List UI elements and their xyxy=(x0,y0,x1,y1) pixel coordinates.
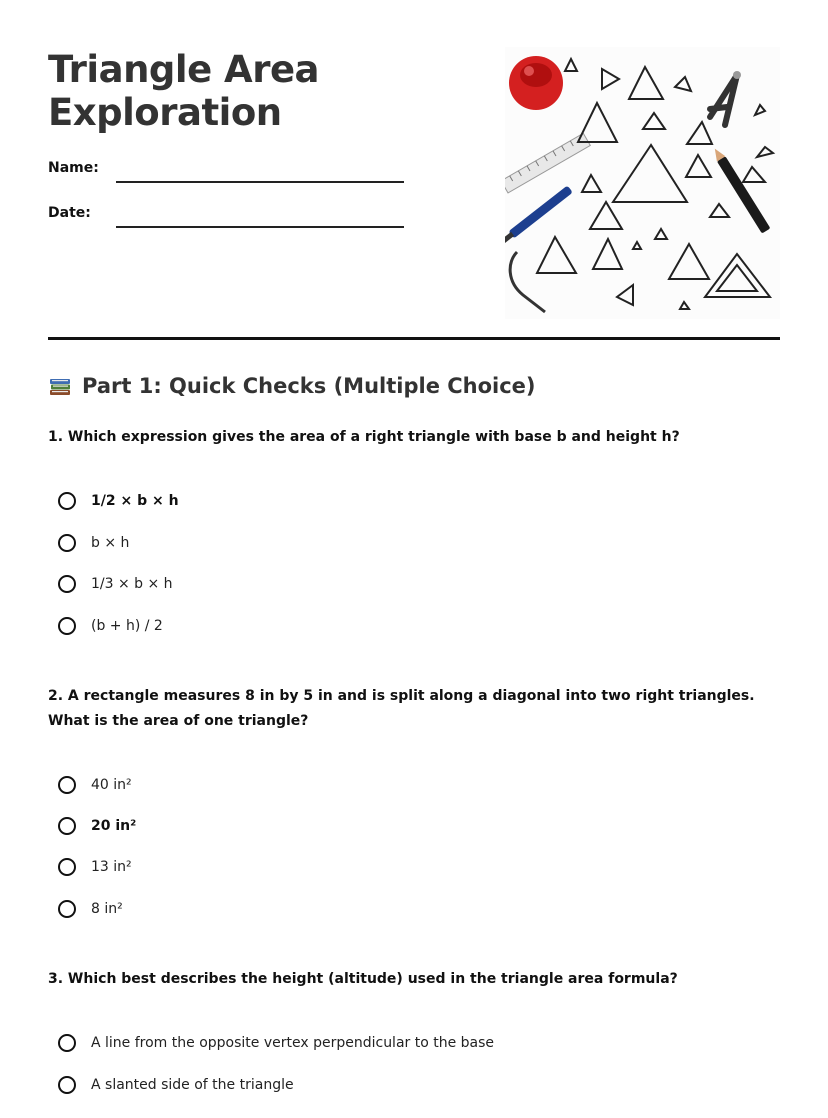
q1-option-d[interactable] xyxy=(58,617,163,635)
worksheet-title xyxy=(48,48,468,134)
q2-option-b[interactable] xyxy=(58,817,136,835)
question-2: 2. A rectangle measures 8 in by 5 in and is split along a diagonal into two right triangles. What is the area of one triangle? xyxy=(48,688,755,729)
radio-button[interactable] xyxy=(58,575,76,593)
question-1: 1. Which expression gives the area of a right triangle with base b and height h? xyxy=(48,429,680,445)
q1-option-c[interactable] xyxy=(58,575,173,593)
q3-option-a[interactable] xyxy=(58,1034,494,1052)
triangles-illustration xyxy=(505,47,780,319)
section-title: Part 1: Quick Checks (Multiple Choice) xyxy=(82,374,536,398)
radio-button[interactable] xyxy=(58,617,76,635)
radio-button[interactable] xyxy=(58,492,76,510)
option-label: 13 in² xyxy=(91,859,132,875)
q2-option-d[interactable] xyxy=(58,900,123,918)
date-field[interactable] xyxy=(116,226,404,228)
q2-option-a[interactable] xyxy=(58,776,132,794)
title-line-2: Exploration xyxy=(48,91,282,134)
radio-button[interactable] xyxy=(58,900,76,918)
geometry-tools-image xyxy=(505,47,780,319)
date-label: Date: xyxy=(48,205,91,221)
section-heading xyxy=(48,374,536,398)
option-label: 20 in² xyxy=(91,818,137,834)
option-label: 8 in² xyxy=(91,901,123,917)
option-label: 40 in² xyxy=(91,777,132,793)
radio-button[interactable] xyxy=(58,1034,76,1052)
option-label: A slanted side of the triangle xyxy=(91,1077,294,1093)
q3-option-b[interactable] xyxy=(58,1076,294,1094)
header-divider xyxy=(48,337,780,340)
option-label: b × h xyxy=(91,535,130,551)
q1-option-b[interactable] xyxy=(58,534,129,552)
q2-option-c[interactable] xyxy=(58,858,132,876)
name-field[interactable] xyxy=(116,181,404,183)
option-label: 1/2 × b × h xyxy=(91,493,179,509)
radio-button[interactable] xyxy=(58,534,76,552)
option-label: A line from the opposite vertex perpendicular to the base xyxy=(91,1035,495,1051)
radio-button[interactable] xyxy=(58,817,76,835)
radio-button[interactable] xyxy=(58,776,76,794)
books-icon xyxy=(48,374,72,398)
option-label: 1/3 × b × h xyxy=(91,576,173,592)
question-3: 3. Which best describes the height (altitude) used in the triangle area formula? xyxy=(48,971,678,987)
option-label: (b + h) / 2 xyxy=(91,618,163,634)
title-line-1: Triangle Area xyxy=(48,48,319,91)
radio-button[interactable] xyxy=(58,1076,76,1094)
radio-button[interactable] xyxy=(58,858,76,876)
q1-option-a[interactable] xyxy=(58,492,179,510)
name-label: Name: xyxy=(48,160,99,176)
